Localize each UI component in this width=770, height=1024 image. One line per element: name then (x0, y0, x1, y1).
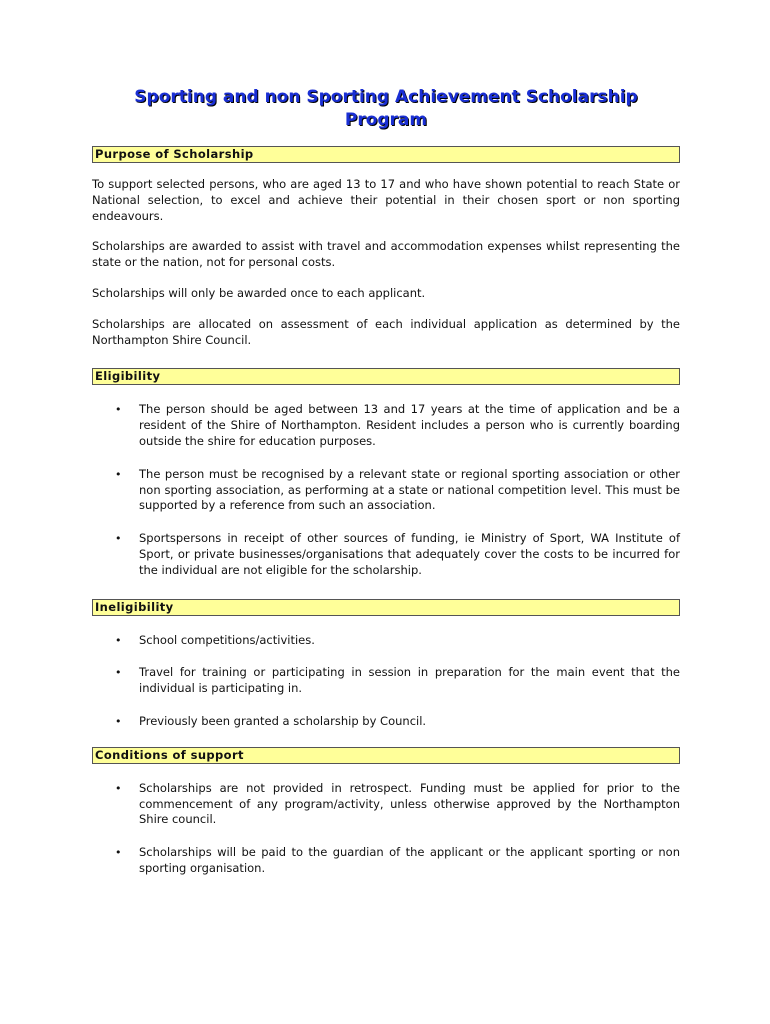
ineligibility-list (92, 633, 680, 730)
bullet-icon: • (115, 781, 122, 795)
ineligibility-heading: Ineligibility (92, 599, 680, 616)
conditions-item-text: Scholarships will be paid to the guardian of the applicant or the applicant sporting or non sporting organisation. (139, 845, 680, 875)
ineligibility-item (92, 633, 680, 649)
conditions-heading: Conditions of support (92, 747, 680, 764)
bullet-icon: • (115, 846, 122, 860)
bullet-icon: • (115, 633, 122, 647)
title-line-1: Sporting and non Sporting Achievement Scholarship (134, 87, 638, 107)
bullet-icon: • (115, 532, 122, 546)
eligibility-item (92, 402, 680, 449)
purpose-paragraph-3: Scholarships will only be awarded once to each applicant. (92, 285, 426, 300)
purpose-paragraph-2: Scholarships are awarded to assist with travel and accommodation expenses whilst representing the state or the nation, not for personal costs. (92, 239, 680, 270)
bullet-icon: • (115, 467, 122, 481)
conditions-item-text: Scholarships are not provided in retrospect. Funding must be applied for prior to the commencement of any program/activity, unless otherwise approved by the Northampton Shire council. (139, 780, 680, 827)
eligibility-item (92, 467, 680, 514)
bullet-icon: • (115, 714, 122, 728)
eligibility-item-text: The person should be aged between 13 and 17 years at the time of application and be a resident of the Shire of Northampton. Resident includes a person who is currently boarding outside the shire for education purposes. (139, 402, 680, 448)
ineligibility-item-text: Previously been granted a scholarship by Council. (139, 713, 427, 728)
conditions-list (92, 781, 680, 877)
conditions-item (92, 845, 680, 877)
ineligibility-item-text: Travel for training or participating in session in preparation for the main event that the individual is participating in. (139, 665, 680, 696)
document-title (92, 86, 680, 132)
purpose-heading: Purpose of Scholarship (92, 146, 680, 163)
ineligibility-item (92, 714, 680, 730)
conditions-item (92, 781, 680, 828)
bullet-icon: • (115, 666, 122, 680)
title-line-2: Program (344, 110, 428, 130)
ineligibility-item (92, 665, 680, 697)
eligibility-heading: Eligibility (92, 368, 680, 385)
document-page (92, 86, 680, 877)
eligibility-item (92, 531, 680, 578)
bullet-icon: • (115, 403, 122, 417)
purpose-paragraph-1: To support selected persons, who are aged 13 to 17 and who have shown potential to reach State or National selection, to excel and achieve their potential in their chosen sport or non sporting endeavours. (92, 177, 680, 223)
eligibility-item-text: Sportspersons in receipt of other sources of funding, ie Ministry of Sport, WA Institute of Sport, or private businesses/organisations that adequately cover the costs to be incurred for the individual are not eligible for the scholarship. (139, 531, 680, 577)
eligibility-list (92, 402, 680, 578)
eligibility-item-text: The person must be recognised by a relevant state or regional sporting association or other non sporting association, as performing at a state or national competition level. This must be supported by a reference from such an association. (139, 466, 680, 513)
purpose-paragraph-4: Scholarships are allocated on assessment of each individual application as determined by the Northampton Shire Council. (92, 316, 680, 347)
ineligibility-item-text: School competitions/activities. (139, 632, 315, 647)
